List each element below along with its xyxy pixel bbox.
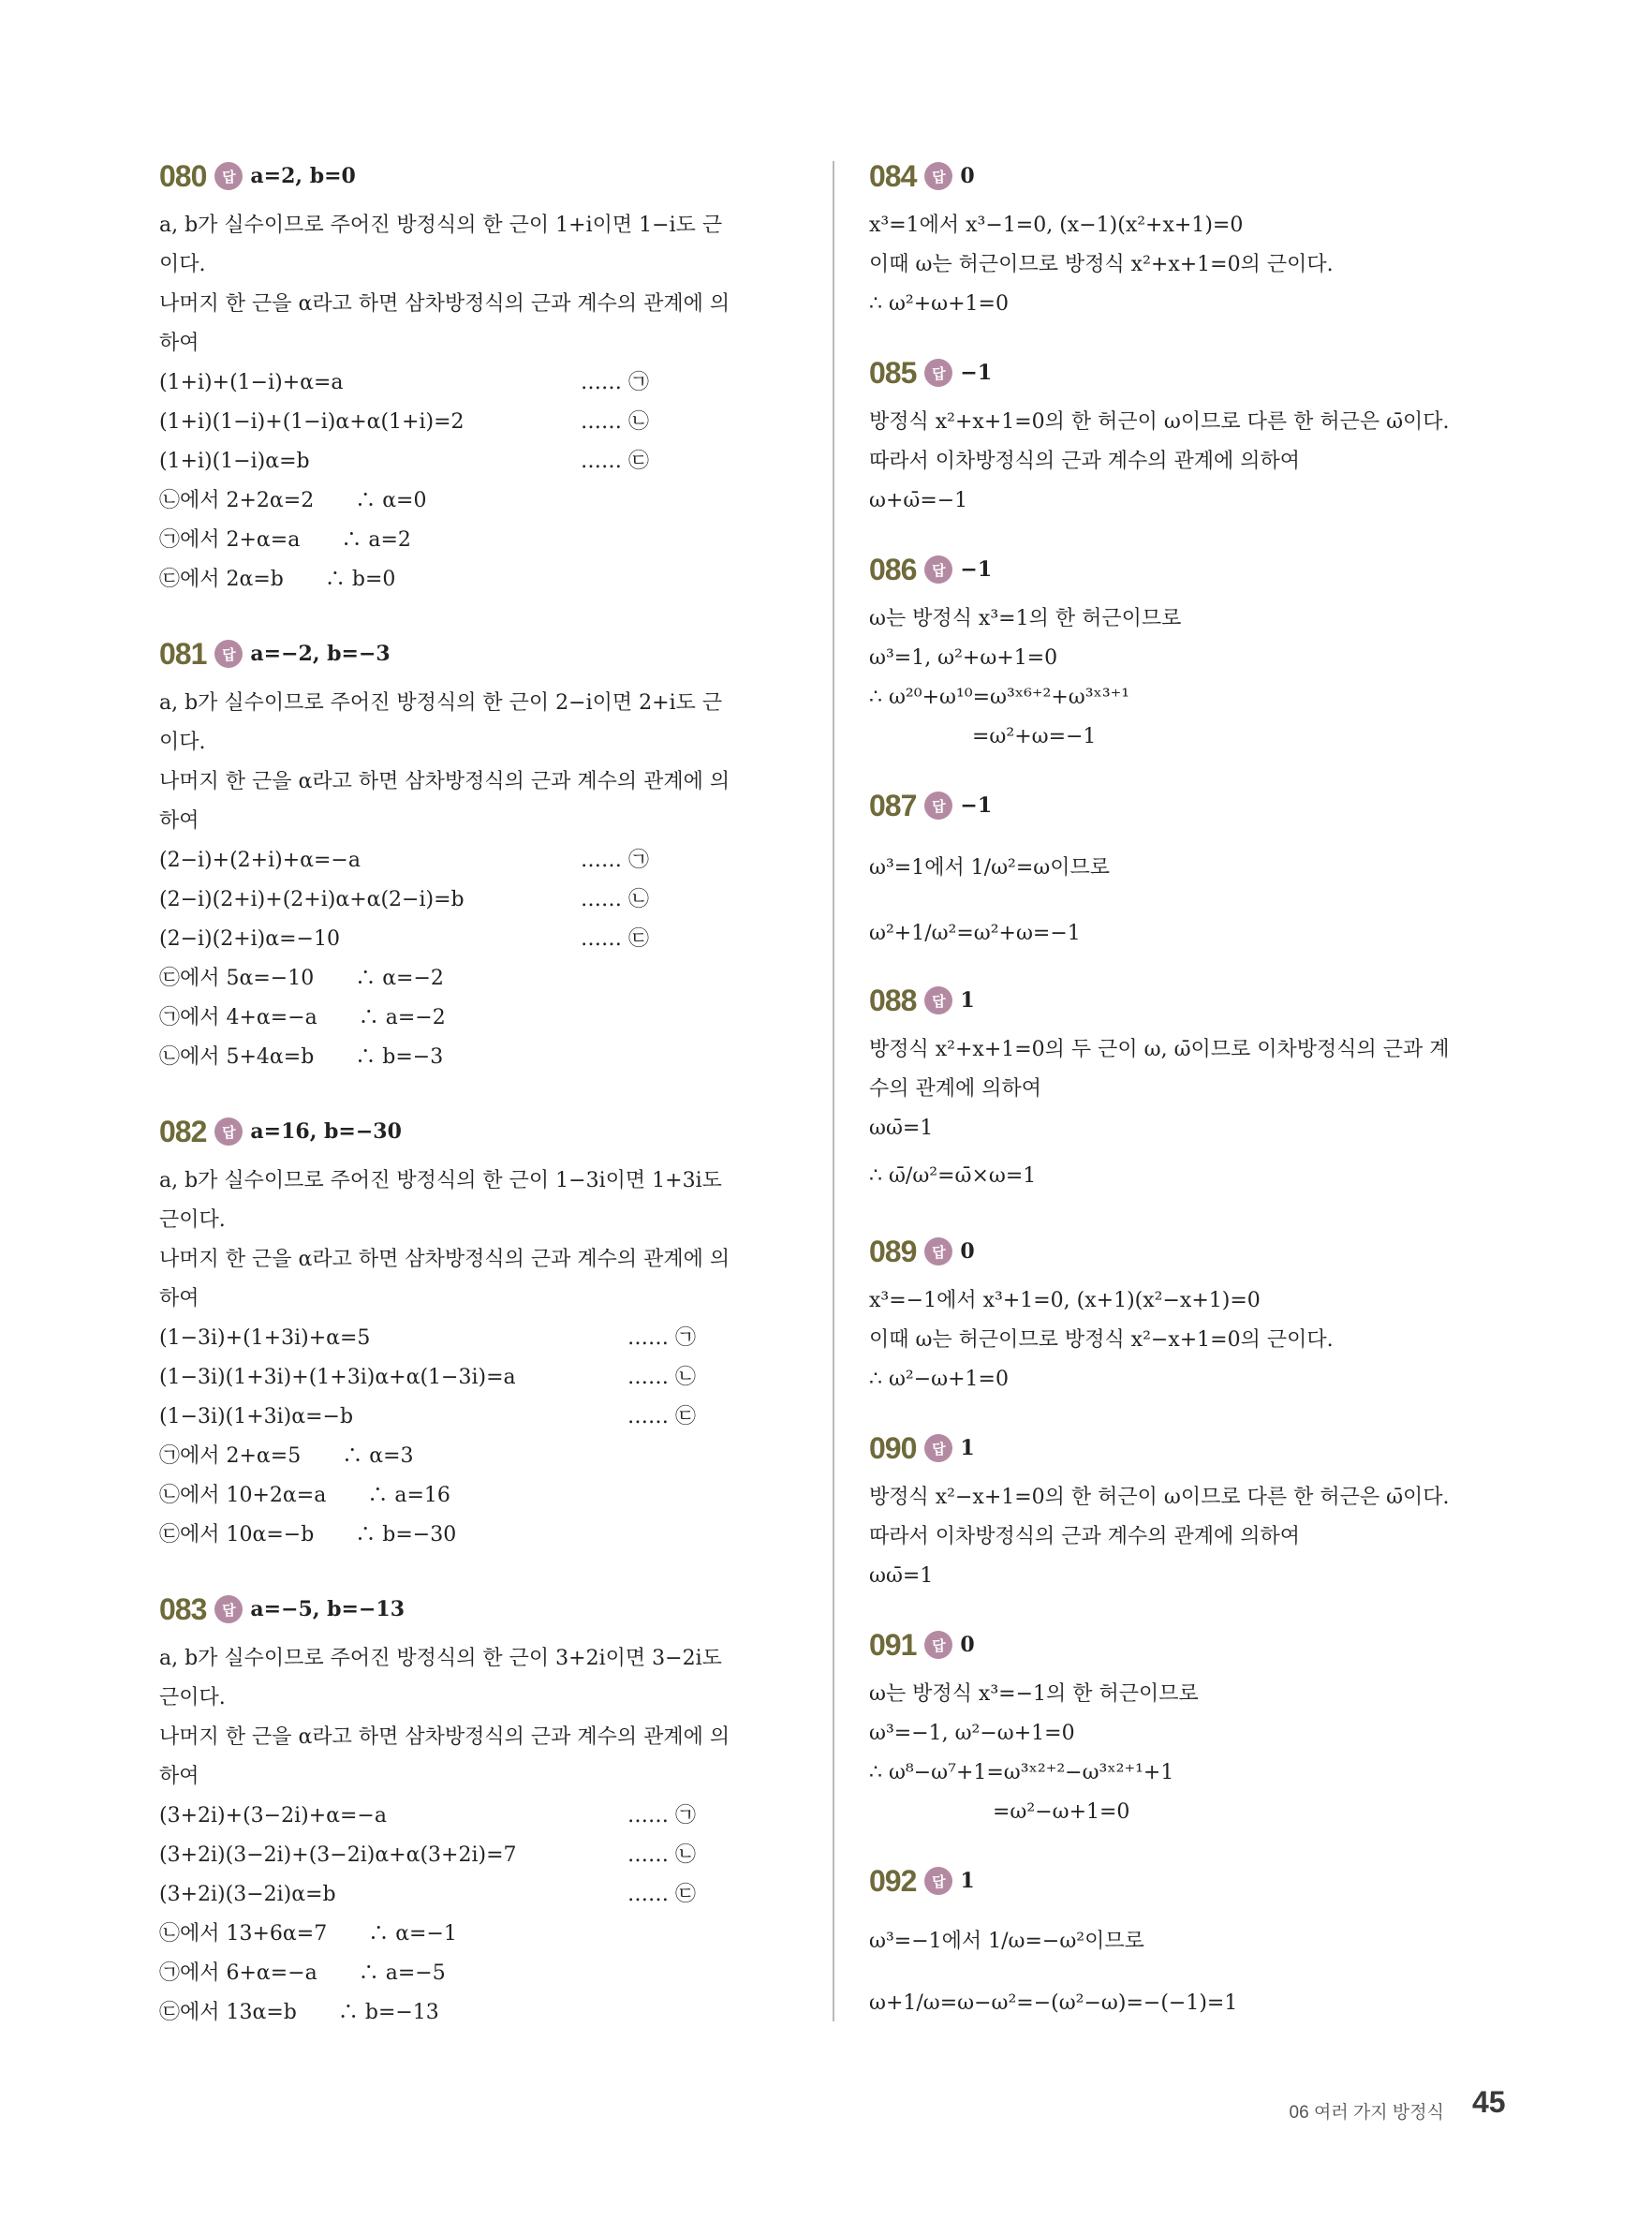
solution-line: 근이다.	[159, 1686, 226, 1709]
solution-line: 따라서 이차방정식의 근과 계수의 관계에 의하여	[869, 450, 1301, 473]
solution-line: ㉡에서 2+2α=2 ∴ α=0	[159, 489, 427, 512]
solution-line: 방정식 x²+x+1=0의 한 허근이 ω이므로 다른 한 허근은 ω̄이다.	[869, 410, 1450, 434]
solution-line: ㉢에서 2α=b ∴ b=0	[159, 568, 396, 591]
solution-line: ㉢에서 13α=b ∴ b=−13	[159, 2001, 439, 2024]
equation-tag: …… ㉡	[627, 1366, 696, 1389]
equation-tag: …… ㉠	[627, 1804, 696, 1828]
solution-line: ω³=1에서 1/ω²=ω이므로	[869, 856, 1110, 880]
answer-badge: 답	[924, 555, 952, 584]
solution-line: 방정식 x²+x+1=0의 두 근이 ω, ω̄이므로 이차방정식의 근과 계	[869, 1038, 1450, 1061]
solution-line	[159, 920, 805, 959]
solution-line	[159, 1319, 805, 1358]
solution-line: 이때 ω는 허근이므로 방정식 x²−x+1=0의 근이다.	[869, 1328, 1334, 1352]
solution-line: 하여	[159, 1287, 199, 1310]
problem-082	[159, 1107, 805, 1555]
answer-text: 1	[960, 1869, 975, 1893]
problem-number: 091	[869, 1627, 917, 1662]
equation-tag: …… ㉠	[581, 849, 649, 872]
solution-line: a, b가 실수이므로 주어진 방정식의 한 근이 1−3i이면 1+3i도	[159, 1169, 722, 1192]
solution-line	[159, 403, 805, 442]
answer-badge: 답	[214, 1595, 243, 1623]
solution-line: ωω̄=1	[869, 1564, 934, 1588]
footer-section-title: 06 여러 가지 방정식	[1289, 2103, 1444, 2123]
equation: (1−3i)+(1+3i)+α=5	[159, 1326, 371, 1350]
solution-line: ω는 방정식 x³=1의 한 허근이므로	[869, 607, 1182, 630]
answer-badge: 답	[214, 162, 243, 190]
problem-number: 085	[869, 355, 917, 390]
answer-text: −1	[960, 361, 993, 385]
equation-tag: …… ㉡	[581, 410, 649, 434]
answer-text: −1	[960, 793, 993, 818]
answer-text: 0	[960, 1633, 975, 1657]
solution-line: 따라서 이차방정식의 근과 계수의 관계에 의하여	[869, 1525, 1301, 1548]
problem-092	[869, 1857, 1515, 2035]
solution-line: ω³=−1에서 1/ω=−ω²이므로	[869, 1930, 1144, 1953]
solution-line: =ω²+ω=−1	[869, 725, 1097, 748]
solution-line: ω³=−1, ω²−ω+1=0	[869, 1722, 1075, 1745]
solution-line: ㉢에서 5α=−10 ∴ α=−2	[159, 967, 444, 990]
answer-badge: 답	[924, 986, 952, 1014]
equation: (1−3i)(1+3i)α=−b	[159, 1405, 354, 1428]
solution-line: ω+1/ω=ω−ω²=−(ω²−ω)=−(−1)=1	[869, 1991, 1238, 2015]
solution-line	[159, 881, 805, 920]
solution-line: x³=1에서 x³−1=0, (x−1)(x²+x+1)=0	[869, 214, 1244, 237]
problem-089	[869, 1227, 1515, 1399]
problem-number: 092	[869, 1863, 917, 1898]
solution-line: ㉠에서 2+α=5 ∴ α=3	[159, 1444, 414, 1468]
answer-text: 0	[960, 164, 975, 188]
solution-line	[159, 841, 805, 881]
equation: (2−i)(2+i)α=−10	[159, 927, 340, 951]
solution-line	[159, 363, 805, 403]
solution-line: 나머지 한 근을 α라고 하면 삼차방정식의 근과 계수의 관계에 의	[159, 1248, 730, 1271]
equation-tag: …… ㉢	[627, 1883, 696, 1906]
solution-line: 나머지 한 근을 α라고 하면 삼차방정식의 근과 계수의 관계에 의	[159, 1725, 730, 1749]
answer-badge: 답	[924, 1237, 952, 1265]
equation: (1+i)(1−i)+(1−i)α+α(1+i)=2	[159, 410, 465, 434]
solution-line: 나머지 한 근을 α라고 하면 삼차방정식의 근과 계수의 관계에 의	[159, 292, 730, 316]
problem-number: 084	[869, 158, 917, 193]
answer-badge: 답	[924, 792, 952, 820]
solution-line: a, b가 실수이므로 주어진 방정식의 한 근이 3+2i이면 3−2i도	[159, 1647, 722, 1670]
equation: (2−i)(2+i)+(2+i)α+α(2−i)=b	[159, 888, 465, 911]
answer-badge: 답	[924, 1631, 952, 1659]
equation-tag: …… ㉡	[581, 888, 649, 911]
solution-line: ㉢에서 10α=−b ∴ b=−30	[159, 1523, 457, 1547]
equation: (2−i)+(2+i)+α=−a	[159, 849, 361, 872]
solution-line: ㉡에서 13+6α=7 ∴ α=−1	[159, 1922, 457, 1946]
problem-087	[869, 781, 1515, 967]
problem-number: 082	[159, 1114, 207, 1148]
problem-number: 083	[159, 1591, 207, 1626]
problem-088	[869, 976, 1515, 1205]
problem-084	[869, 152, 1515, 324]
solution-line: ∴ ω²−ω+1=0	[869, 1368, 1009, 1391]
problem-081	[159, 629, 805, 1077]
problem-number: 089	[869, 1234, 917, 1268]
answer-badge: 답	[924, 162, 952, 190]
solution-line: 이다.	[159, 253, 206, 276]
solution-line: 이다.	[159, 731, 206, 754]
answer-badge: 답	[924, 359, 952, 387]
equation: (1+i)+(1−i)+α=a	[159, 371, 344, 394]
problem-085	[869, 348, 1515, 521]
problem-091	[869, 1621, 1515, 1832]
solution-line: ω²+1/ω²=ω²+ω=−1	[869, 922, 1081, 945]
answer-badge: 답	[924, 1867, 952, 1895]
problem-number: 088	[869, 983, 917, 1017]
solution-line: ㉠에서 6+α=−a ∴ a=−5	[159, 1961, 446, 1985]
solution-line: ∴ ω̄/ω²=ω̄×ω=1	[869, 1164, 1037, 1188]
problem-080	[159, 152, 805, 599]
problem-090	[869, 1424, 1515, 1596]
problem-number: 087	[869, 788, 917, 822]
solution-line: x³=−1에서 x³+1=0, (x+1)(x²−x+1)=0	[869, 1289, 1261, 1312]
solution-line: =ω²−ω+1=0	[869, 1800, 1130, 1824]
equation: (1−3i)(1+3i)+(1+3i)α+α(1−3i)=a	[159, 1366, 516, 1389]
solution-line: ∴ ω²⁰+ω¹⁰=ω³ˣ⁶⁺²+ω³ˣ³⁺¹	[869, 686, 1130, 709]
answer-text: −1	[960, 557, 993, 582]
solution-line: ω³=1, ω²+ω+1=0	[869, 646, 1058, 670]
equation-tag: …… ㉢	[581, 450, 649, 473]
solution-line	[159, 1875, 805, 1915]
problem-083	[159, 1585, 805, 2033]
problem-number: 080	[159, 158, 207, 193]
solution-line: ∴ ω⁸−ω⁷+1=ω³ˣ²⁺²−ω³ˣ²⁺¹+1	[869, 1761, 1174, 1784]
answer-badge: 답	[924, 1434, 952, 1462]
equation: (3+2i)(3−2i)+(3−2i)α+α(3+2i)=7	[159, 1843, 517, 1867]
solution-line	[159, 1797, 805, 1836]
solution-line: 하여	[159, 332, 199, 355]
solution-line: ㉠에서 2+α=a ∴ a=2	[159, 528, 411, 552]
solution-line: 이때 ω는 허근이므로 방정식 x²+x+1=0의 근이다.	[869, 253, 1334, 276]
answer-badge: 답	[214, 1117, 243, 1146]
equation-tag: …… ㉠	[581, 371, 649, 394]
answer-text: 0	[960, 1239, 975, 1264]
equation: (3+2i)(3−2i)α=b	[159, 1883, 336, 1906]
equation-tag: …… ㉡	[627, 1843, 696, 1867]
solution-line: 나머지 한 근을 α라고 하면 삼차방정식의 근과 계수의 관계에 의	[159, 770, 730, 793]
answer-text: a=2, b=0	[250, 164, 356, 188]
solution-line: 하여	[159, 1765, 199, 1788]
problem-number: 081	[159, 636, 207, 671]
solution-line: 근이다.	[159, 1208, 226, 1232]
solution-line: ∴ ω²+ω+1=0	[869, 292, 1009, 316]
solution-line: 하여	[159, 809, 199, 833]
solution-line	[159, 1398, 805, 1437]
solution-line: ωω̄=1	[869, 1117, 934, 1140]
column-divider	[833, 161, 834, 2021]
solution-line	[159, 1358, 805, 1398]
page-number: 45	[1472, 2085, 1506, 2119]
problem-number: 090	[869, 1430, 917, 1465]
solution-line: ω+ω̄=−1	[869, 489, 968, 512]
equation: (3+2i)+(3−2i)+α=−a	[159, 1804, 387, 1828]
solution-line	[159, 442, 805, 481]
answer-text: a=−2, b=−3	[250, 642, 391, 666]
solution-line: ω는 방정식 x³=−1의 한 허근이므로	[869, 1682, 1199, 1706]
solution-line	[159, 1836, 805, 1875]
equation-tag: …… ㉢	[627, 1405, 696, 1428]
solution-line: ㉡에서 5+4α=b ∴ b=−3	[159, 1045, 444, 1069]
equation-tag: …… ㉢	[581, 927, 649, 951]
solution-line: ㉡에서 10+2α=a ∴ a=16	[159, 1484, 450, 1507]
solution-line: 방정식 x²−x+1=0의 한 허근이 ω이므로 다른 한 허근은 ω̄이다.	[869, 1486, 1450, 1509]
answer-text: 1	[960, 988, 975, 1013]
equation: (1+i)(1−i)α=b	[159, 450, 310, 473]
solution-line: 수의 관계에 의하여	[869, 1077, 1042, 1101]
answer-text: a=−5, b=−13	[250, 1597, 406, 1621]
solution-line: a, b가 실수이므로 주어진 방정식의 한 근이 2−i이면 2+i도 근	[159, 691, 723, 715]
equation-tag: …… ㉠	[627, 1326, 696, 1350]
answer-text: a=16, b=−30	[250, 1119, 402, 1144]
solution-line: a, b가 실수이므로 주어진 방정식의 한 근이 1+i이면 1−i도 근	[159, 214, 723, 237]
problem-number: 086	[869, 552, 917, 586]
answer-badge: 답	[214, 640, 243, 668]
problem-086	[869, 545, 1515, 757]
answer-text: 1	[960, 1436, 975, 1460]
solution-line: ㉠에서 4+α=−a ∴ a=−2	[159, 1006, 446, 1029]
